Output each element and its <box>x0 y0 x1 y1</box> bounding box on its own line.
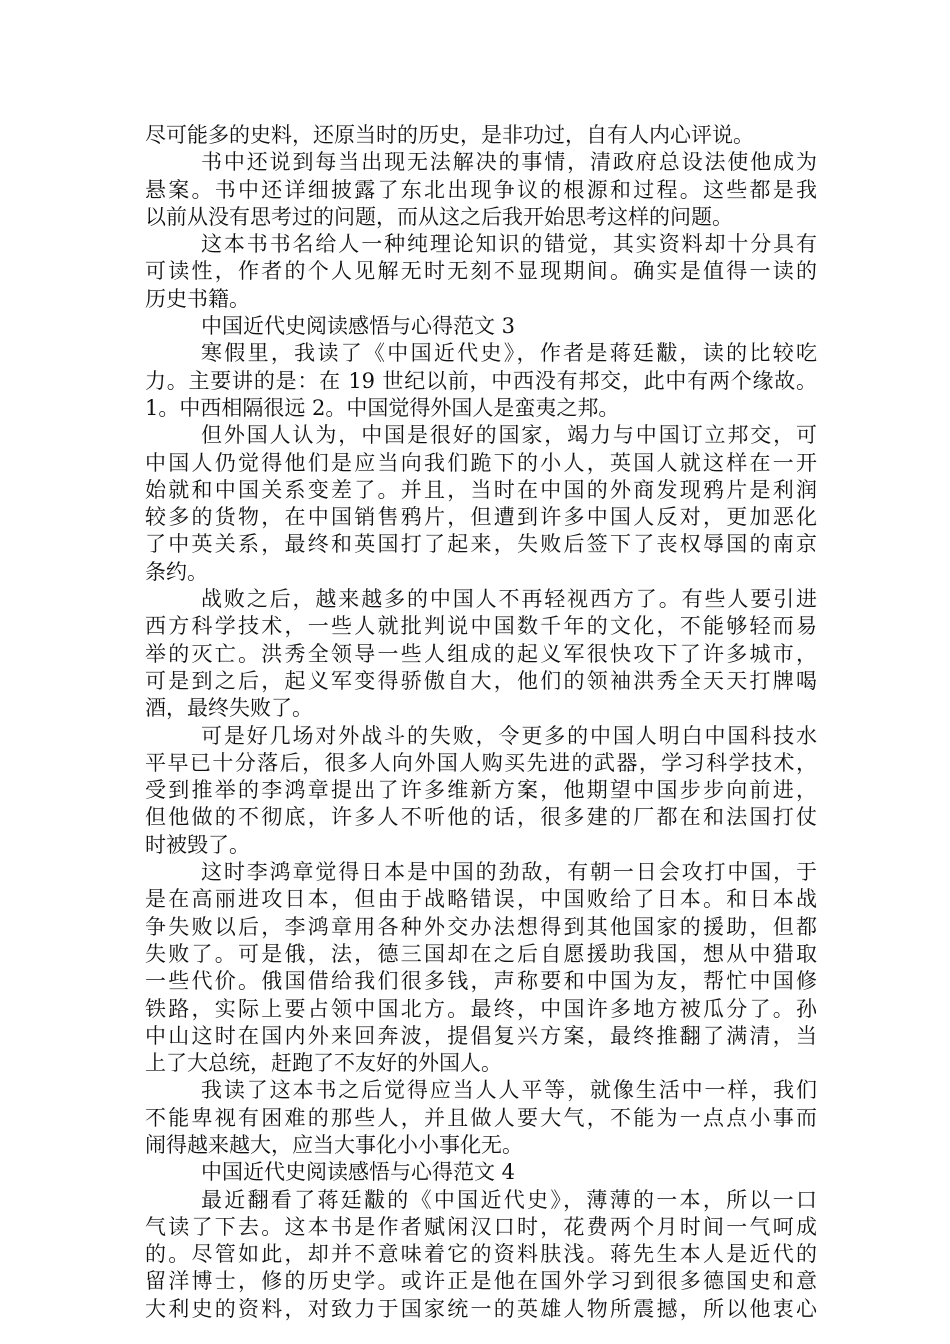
text-line: 留洋博士，修的历史学。或许正是他在国外学习到很多德国史和意 <box>145 1269 817 1294</box>
text-line: 战败之后，越来越多的中国人不再轻视西方了。有些人要引进 <box>201 587 817 612</box>
text-line: 始就和中国关系变差了。并且，当时在中国的外商发现鸦片是利润 <box>145 477 817 502</box>
text-line: 酒，最终失败了。 <box>145 696 313 721</box>
text-line: 了中英关系，最终和英国打了起来，失败后签下了丧权辱国的南京 <box>145 532 817 557</box>
text-line: 1。中西相隔很远 2。中国觉得外国人是蛮夷之邦。 <box>145 395 620 420</box>
text-line: 我读了这本书之后觉得应当人人平等，就像生活中一样，我们 <box>201 1078 817 1103</box>
text-line: 铁路，实际上要占领中国北方。最终，中国许多地方被瓜分了。孙 <box>145 996 817 1021</box>
text-line: 以前从没有思考过的问题，而从这之后我开始思考这样的问题。 <box>145 204 733 229</box>
text-line: 是在高丽进攻日本，但由于战略错误，中国败给了日本。和日本战 <box>145 887 817 912</box>
document-body <box>145 122 817 1323</box>
text-line: 这本书书名给人一种纯理论知识的错觉，其实资料却十分具有 <box>201 232 817 257</box>
section-heading: 中国近代史阅读感悟与心得范文 4 <box>201 1160 516 1185</box>
text-line: 书中还说到每当出现无法解决的事情，清政府总设法使他成为 <box>201 150 817 175</box>
text-line: 最近翻看了蒋廷黻的《中国近代史》，薄薄的一本，所以一口 <box>201 1187 817 1212</box>
text-line: 中国人仍觉得他们是应当向我们跪下的小人，英国人就这样在一开 <box>145 450 817 475</box>
text-line: 闹得越来越大，应当大事化小小事化无。 <box>145 1132 523 1157</box>
text-line: 受到推举的李鸿章提出了许多维新方案，他期望中国步步向前进， <box>145 778 817 803</box>
text-line: 但他做的不彻底，许多人不听他的话，很多建的厂都在和法国打仗 <box>145 805 817 830</box>
text-line: 西方科学技术，一些人就批判说中国数千年的文化，不能够轻而易 <box>145 614 817 639</box>
text-line: 平早已十分落后，很多人向外国人购买先进的武器，学习科学技术， <box>145 750 817 775</box>
text-line: 一些代价。俄国借给我们很多钱，声称要和中国为友，帮忙中国修 <box>145 969 817 994</box>
text-line: 力。主要讲的是：在 19 世纪以前，中西没有邦交，此中有两个缘故。 <box>145 368 817 393</box>
text-line: 中山这时在国内外来回奔波，提倡复兴方案，最终推翻了满清，当 <box>145 1023 817 1048</box>
text-line: 历史书籍。 <box>145 286 250 311</box>
text-line: 争失败以后，李鸿章用各种外交办法想得到其他国家的援助，但都 <box>145 914 817 939</box>
text-line: 可读性，作者的个人见解无时无刻不显现期间。确实是值得一读的 <box>145 259 817 284</box>
text-line: 尽可能多的史料，还原当时的历史，是非功过，自有人内心评说。 <box>145 123 754 147</box>
text-line: 可是到之后，起义军变得骄傲自大，他们的领袖洪秀全天天打牌喝 <box>145 668 817 693</box>
text-line: 气读了下去。这本书是作者赋闲汉口时，花费两个月时间一气呵成 <box>145 1214 817 1239</box>
text-line: 但外国人认为，中国是很好的国家，竭力与中国订立邦交，可 <box>201 423 817 448</box>
text-line: 的。尽管如此，却并不意味着它的资料肤浅。蒋先生本人是近代的 <box>145 1242 817 1267</box>
text-line: 悬案。书中还详细披露了东北出现争议的根源和过程。这些都是我 <box>145 177 817 202</box>
text-line: 举的灭亡。洪秀全领导一些人组成的起义军很快攻下了许多城市， <box>145 641 817 666</box>
text-line: 时被毁了。 <box>145 832 250 857</box>
section-heading: 中国近代史阅读感悟与心得范文 3 <box>201 314 516 339</box>
text-line: 大利史的资料，对致力于国家统一的英雄人物所震撼，所以他衷心 <box>145 1296 817 1321</box>
text-line: 这时李鸿章觉得日本是中国的劲敌，有朝一日会攻打中国，于 <box>201 860 817 885</box>
text-line: 失败了。可是俄，法，德三国却在之后自愿援助我国，想从中猎取 <box>145 941 817 966</box>
text-line: 较多的货物，在中国销售鸦片，但遭到许多中国人反对，更加恶化 <box>145 505 817 530</box>
text-line: 不能卑视有困难的那些人，并且做人要大气，不能为一点点小事而 <box>145 1105 817 1130</box>
text-line: 寒假里，我读了《中国近代史》，作者是蒋廷黻，读的比较吃 <box>201 341 817 366</box>
text-line: 上了大总统，赶跑了不友好的外国人。 <box>145 1051 502 1076</box>
text-line: 条约。 <box>145 559 208 584</box>
text-line: 可是好几场对外战斗的失败，令更多的中国人明白中国科技水 <box>201 723 817 748</box>
